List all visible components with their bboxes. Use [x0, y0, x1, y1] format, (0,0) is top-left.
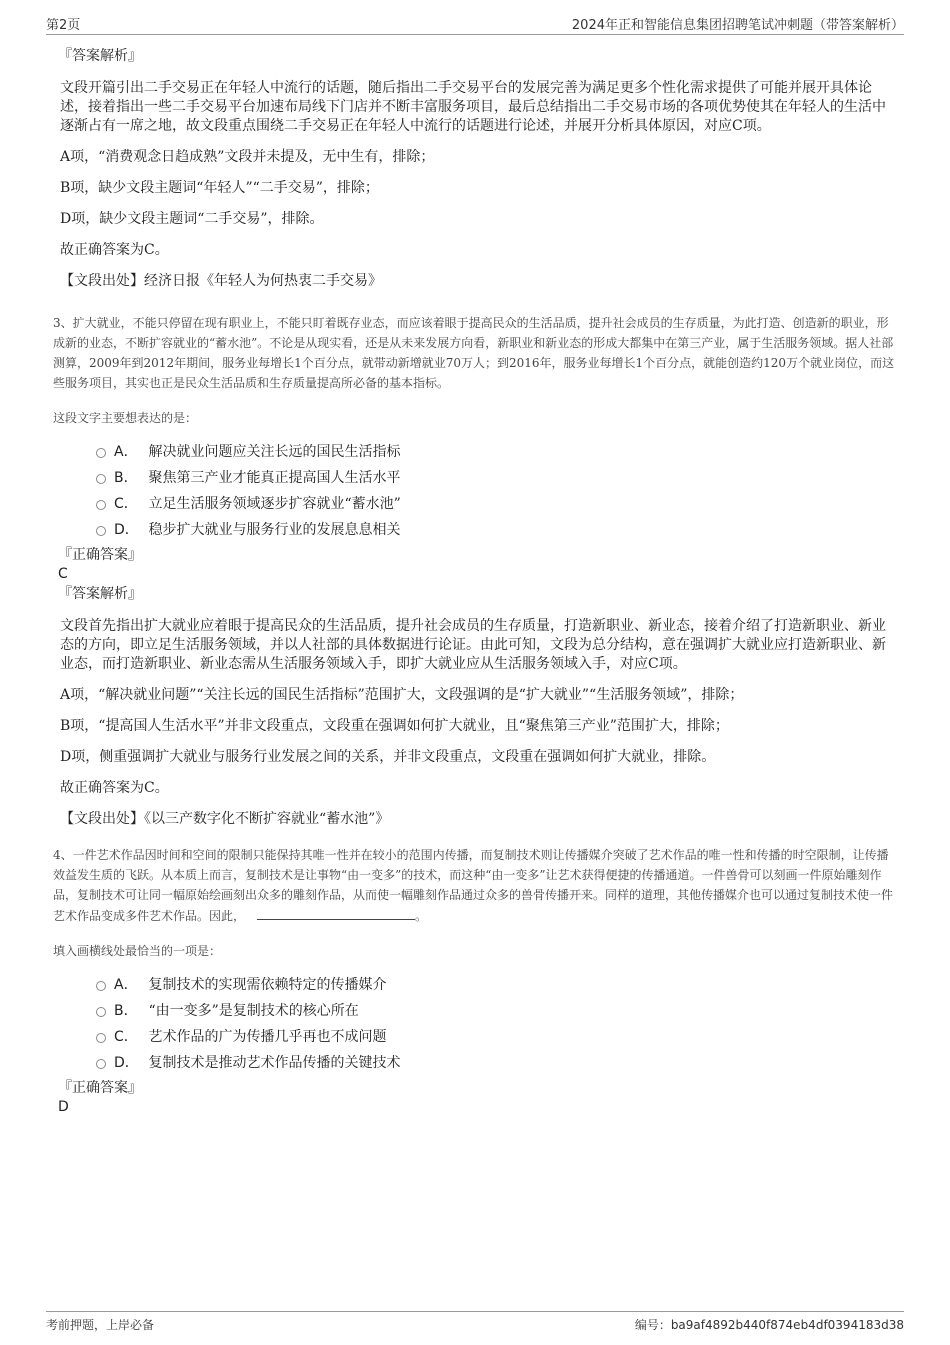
q3-option-c[interactable]	[94, 491, 898, 517]
q4-answer: D	[58, 1099, 69, 1115]
q3-option-d[interactable]	[94, 517, 898, 543]
q2-option-b-note: B项，缺少文段主题词“年轻人”“二手交易”，排除；	[60, 180, 379, 196]
radio-icon[interactable]	[96, 474, 106, 484]
q3-option-a-note: A项，“解决就业问题”“关注长远的国民生活指标”范围扩大，文段强调的是“扩大就业”“生活服务领域”，排除；	[60, 687, 744, 703]
q3-option-a[interactable]	[94, 439, 898, 465]
q2-conclusion: 故正确答案为C。	[60, 242, 169, 258]
q4-option-a[interactable]	[94, 972, 898, 998]
q4-passage-text: 4、一件艺术作品因时间和空间的限制只能保持其唯一性并在较小的范围内传播，而复制技术则让传播媒介突破了艺术作品的唯一性和传播的时空限制，让传播效益发生质的飞跃。从本质上而言，复制技术是让事物“由一变多”的技术，而这种“由一变多”让艺术获得便捷的传播通道。一件兽骨可以刻画一件原始雕刻作品，复制技术可让同一幅原始绘画刻出众多的雕刻作品，从而使一幅雕刻作品通过众多的兽骨传播开来。同样的道理，其他传播媒介也可以通过复制技术使一件艺术作品变成多件艺术作品。因此，	[53, 848, 894, 923]
q4-passage-end: 。	[415, 909, 428, 923]
option-letter: B．	[114, 470, 138, 486]
radio-icon[interactable]	[96, 981, 106, 991]
footer-slogan: 考前押题，上岸必备	[46, 1318, 155, 1332]
q3-conclusion: 故正确答案为C。	[60, 780, 169, 796]
q2-analysis-paragraph: 文段开篇引出二手交易正在年轻人中流行的话题，随后指出二手交易平台的发展完善为满足更多个性化需求提供了可能并展开具体论述，接着指出一些二手交易平台加速布局线下门店并不断丰富服务项目，最后总结指出二手交易市场的各项优势使其在年轻人的生活中逐渐占有一席之地，故文段重点围绕二手交易正在年轻人中流行的话题进行论述，并展开分析具体原因，对应C项。	[60, 80, 886, 134]
fill-in-blank	[257, 905, 415, 920]
option-text: 艺术作品的广为传播几乎再也不成问题	[148, 1029, 387, 1045]
option-text: “由一变多”是复制技术的核心所在	[148, 1003, 359, 1019]
option-letter: C．	[114, 1029, 138, 1045]
page-header	[46, 14, 904, 35]
radio-icon[interactable]	[96, 448, 106, 458]
option-letter: D．	[114, 522, 139, 538]
q3-prompt: 这段文字主要想表达的是：	[53, 411, 198, 425]
footer-code: 编号：ba9af4892b440f874eb4df0394183d38	[634, 1318, 904, 1332]
q3-answer: C	[58, 566, 68, 582]
q3-passage: 3、扩大就业，不能只停留在现有职业上，不能只盯着既存业态，而应该着眼于提高民众的生活品质，提升社会成员的生存质量，为此打造、创造新的职业，形成新的业态，不断扩容就业的“蓄水池”。不论是从现实看，还是从未来发展方向看，新职业和新业态的形成大都集中在第三产业，属于生活服务领域。据人社部测算，2009年到2012年期间，服务业每增长1个百分点，就带动新增就业70万人；到2016年，服务业每增长1个百分点，就能创造约120万个就业岗位，而这些服务项目，其实也正是民众生活品质和生存质量提高所必备的基本指标。	[53, 316, 895, 390]
radio-icon[interactable]	[96, 1059, 106, 1069]
q4-prompt: 填入画横线处最恰当的一项是：	[53, 944, 222, 958]
option-text: 复制技术的实现需依赖特定的传播媒介	[148, 977, 387, 993]
q3-answer-label: 『正确答案』	[58, 547, 142, 563]
page-content	[53, 46, 898, 1117]
option-letter: A．	[114, 977, 138, 993]
q2-option-d-note: D项，缺少文段主题词“二手交易”，排除。	[60, 211, 324, 227]
page-number: 第2页	[46, 18, 81, 33]
q4-option-c[interactable]	[94, 1024, 898, 1050]
q4-section	[53, 845, 898, 1117]
q2-source: 【文段出处】经济日报《年轻人为何热衷二手交易》	[60, 273, 382, 289]
q4-option-b[interactable]	[94, 998, 898, 1024]
q2-analysis-label: 『答案解析』	[58, 48, 142, 64]
option-text: 解决就业问题应关注长远的国民生活指标	[148, 444, 401, 460]
document-title: 2024年正和智能信息集团招聘笔试冲刺题（带答案解析）	[571, 18, 904, 33]
q3-analysis-label: 『答案解析』	[58, 586, 142, 602]
option-letter: A．	[114, 444, 138, 460]
q3-analysis-paragraph: 文段首先指出扩大就业应着眼于提高民众的生活品质，提升社会成员的生存质量，打造新职业、新业态，接着介绍了打造新职业、新业态的方向，即立足生活服务领域，并以人社部的具体数据进行论证。由此可知，文段为总分结构，意在强调扩大就业应打造新职业、新业态，而打造新职业、新业态需从生活服务领域入手，即扩大就业应从生活服务领域入手，对应C项。	[60, 618, 886, 672]
option-text: 聚焦第三产业才能真正提高国人生活水平	[148, 470, 401, 486]
option-text: 立足生活服务领域逐步扩容就业“蓄水池”	[148, 496, 401, 512]
q3-option-d-note: D项，侧重强调扩大就业与服务行业发展之间的关系，并非文段重点，文段重在强调如何扩大就业，排除。	[60, 749, 716, 765]
q2-option-a-note: A项，“消费观念日趋成熟”文段并未提及，无中生有，排除；	[60, 149, 435, 165]
q2-analysis-section	[56, 46, 898, 291]
q3-section	[53, 313, 898, 829]
option-letter: B．	[114, 1003, 138, 1019]
radio-icon[interactable]	[96, 1033, 106, 1043]
q4-passage	[53, 845, 898, 926]
radio-icon[interactable]	[96, 500, 106, 510]
radio-icon[interactable]	[96, 1007, 106, 1017]
page-footer	[46, 1311, 904, 1334]
q3-options	[94, 439, 898, 543]
option-letter: D．	[114, 1055, 139, 1071]
q3-source: 【文段出处】《以三产数字化不断扩容就业“蓄水池”》	[60, 811, 390, 827]
radio-icon[interactable]	[96, 526, 106, 536]
q4-answer-label: 『正确答案』	[58, 1080, 142, 1096]
q4-option-d[interactable]	[94, 1050, 898, 1076]
option-letter: C．	[114, 496, 138, 512]
q3-option-b-note: B项，“提高国人生活水平”并非文段重点，文段重在强调如何扩大就业，且“聚焦第三产业”范围扩大，排除；	[60, 718, 729, 734]
option-text: 稳步扩大就业与服务行业的发展息息相关	[148, 522, 401, 538]
q4-options	[94, 972, 898, 1076]
option-text: 复制技术是推动艺术作品传播的关键技术	[148, 1055, 401, 1071]
q3-option-b[interactable]	[94, 465, 898, 491]
